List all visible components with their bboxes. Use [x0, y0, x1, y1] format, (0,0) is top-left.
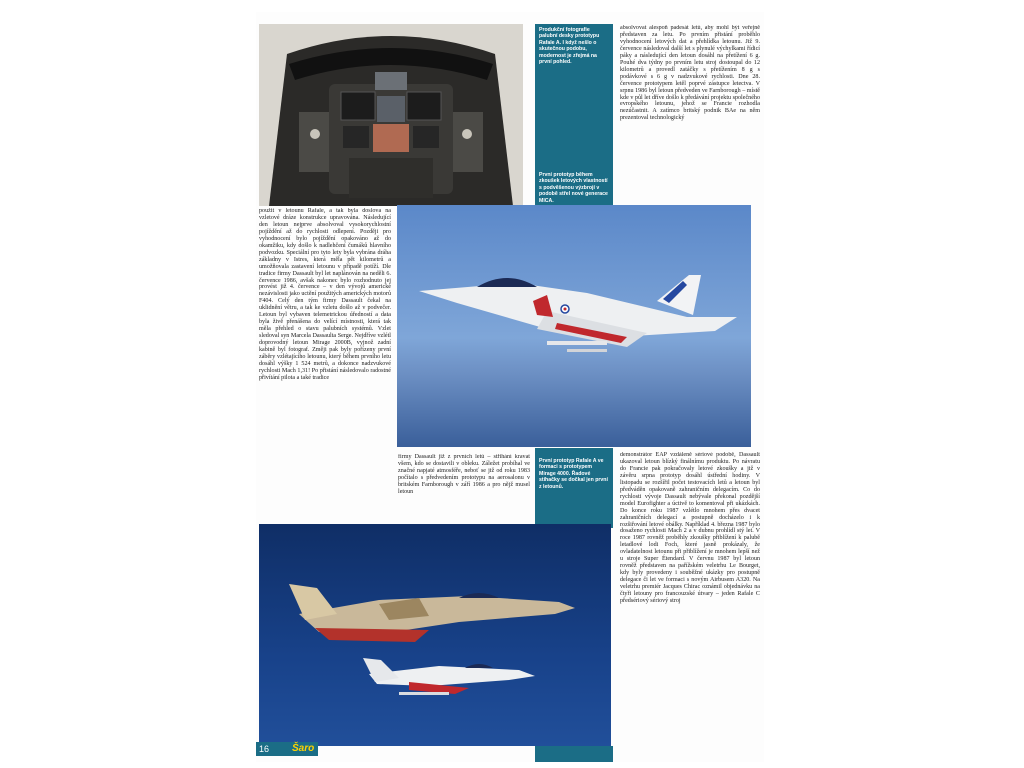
- text-column-bottom-right: demonstrátor EAP vzdáleně sériové podobě, Dassault ukazoval letoun blízký finálnímu produktu. Po návratu do Francie pak pokračovaly letové zkoušky a již v závěru srpna prototyp dosáhl ústřední hodiny. V listopadu se rozšířil počet testovacích letů a letoun byl předváděn opakovaně zahraničním delegacím. Co do rychlosti vývoje Dassault nebývale překonal pozdější model Eurofighter a úctivě to komentoval při ukázkách. Do konce roku 1987 vzlétlo mnohem přes dvacet zahraničních delegací a postupně docházelo i k rozšiřování letové obálky. Například 4. března 1987 bylo dosaženo rychlosti Mach 2 a v dubnu prohlídl stý let. V roce 1987 rovněž proběhly zkoušky přiblížení k palubě letadlové lodi Foch, které jasně prokázaly, že ovladatelnost letounu při přiblížení je mnohem lepší než u stroje Super Étendard. V červnu 1987 byl letoun rovněž představen na pařížském veletrhu Le Bourget, kdy byly provedeny i souběžné ukázky pro postupně delegace či let ve formaci s novým Airbusem A320. Na veletrhu premiér Jacques Chirac oznámil objednávku na čtyři letouny pro francouzské útvary – jeden Rafale C předsériový sériový stroj: [620, 452, 760, 605]
- caption-panel-bottom: [535, 448, 613, 528]
- mica-caption: První prototyp během zkoušek letových vlastností s podvěšenou výzbrojí v podobě střel nové generace MICA.: [539, 172, 608, 204]
- text-column-top-right: absolvovat alespoň padesát letů, aby mohl být veřejně představen za letu. Po prvním přistání proběhlo vyhodnocení letových dat a přehlídka letounu. Již 9. července následoval další let s plynulé výchylkami řídicí páky a následující den letoun dosáhl na přetížení 6 g. Pouhé dva týdny po prvním letu stroj dostoupal do 12 kilometrů a provedl zatáčky s přetížením 8 g s podávkové s 6 g v nadzvukové rychlosti. Dne 28. července prototypem letěl poprvé zástupce letectva. V srpnu 1986 byl letoun předveden ve Farnborough – místě kde v půl let dříve došlo k předávání projektu společného evropského letounu, jehož se Francie rozhodla nezúčastnit. A zatímco britský podnik BAe na něm prezentoval technologický: [620, 25, 760, 122]
- footer-bar-right: [535, 746, 613, 762]
- page-number: 16: [259, 744, 270, 754]
- formation-photo: [259, 524, 611, 746]
- text-column-bottom-middle: firmy Dassault již z prvních letů – střihání kravat všem, kdo se dostavili v obleku. Záležet probíhal ve značné napjaté atmosféře, neboť se již od roku 1983 počítalo s předvedením prototypu na aerosalonu v britském Farnborough v září 1986 a pro nějž musel letoun: [398, 454, 530, 495]
- caption-panel-top: [535, 24, 613, 214]
- mirage-caption: První prototyp Rafale A ve formaci s prototypem Mirage 4000. Řadové stíhačky se dočkal jen první z letounů.: [539, 458, 608, 490]
- cockpit-caption: Produkční fotografie palubní desky prototypu Rafale A. I když nešlo o skutečnou podobu, modernost je zřejmá na první pohled.: [539, 27, 600, 66]
- text-column-middle-left: použit v letounu Rafale, a tak byla doslova na vzletové dráze konstrukce upravována. Následující den letoun nejprve absolvoval vysokorychlostní pojíždění až do rychlosti odlepení. Později pro vyhodnocení bylo pojíždění opakováno až do okamžiku, kdy došlo k nadlehčení čumáků hlavního podvozku. Speciální pro tyto lety byla vybrána dráha základny v Istres, která měla pět kilometrů a umožňovala zastavení letounu v případě potíží. Dle tradice firmy Dassault byl let naplánován na neděli 6. července 1986, avšak nakonec bylo rozhodnuto jej provést již 4. července – v den vývojů americké nezávislosti jako uctění použitých amerických motorů F404. Celý den tým firmy Dassault čekal na uklidnění větru, a tak ke vzletu došlo až v podvečer. Letoun byl vybaven telemetrickou úředností a data byla živě přenášena do velící místnosti, která tak měla přehled o stavu palubních systémů. Vzlet sledoval syn Marcela Dassaulta Serge. Nejdříve vzlétl doprovodný letoun Mirage 2000B, vyjnož zadní kabině byl fotograf. Změji pak byly pořízeny první záběry vzlétajícího letounu, který během prvního letu dosáhl výšky 1 524 metrů, a dokonce nadzvukové rychlosti Mach 1,31! Po přistání následovalo radostné přivítání pilota a také tradice: [259, 208, 391, 381]
- rafale-flight-photo: [397, 205, 751, 447]
- magazine-logo: Šaro: [292, 743, 315, 754]
- cockpit-photo: [259, 24, 523, 206]
- magazine-page: [256, 12, 764, 762]
- footer-bar: [256, 742, 318, 756]
